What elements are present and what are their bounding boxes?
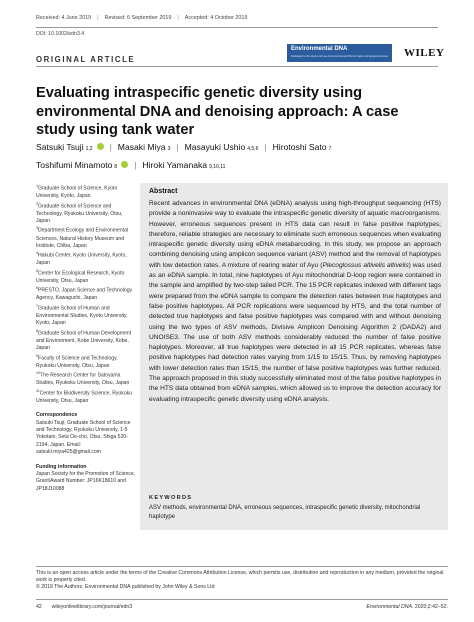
author[interactable]	[185, 139, 273, 157]
page-footer	[36, 599, 448, 610]
date-separator: |	[177, 15, 179, 21]
keywords-heading: KEYWORDS	[149, 495, 193, 501]
affiliation-marker: 3	[36, 226, 38, 231]
doi[interactable]: DOI: 10.1002/edn3.4	[36, 31, 85, 37]
article-title: Evaluating intraspecific genetic diversity using environmental DNA and denoising approach: A case study using tank water	[36, 85, 399, 138]
affiliations-column	[36, 183, 136, 493]
affiliation-marker: 7	[36, 303, 38, 308]
affiliation-marker: 2	[36, 201, 38, 206]
header-divider	[36, 27, 438, 28]
affiliation	[36, 388, 136, 406]
affiliation-marker: 4	[36, 251, 38, 256]
affiliation-marker: 10	[36, 371, 40, 376]
license-text: This is an open access article under the terms of the Creative Commons Attribution License, which permits use, distribution and reproduction in any medium, provided the original work is properly cited.	[36, 570, 444, 583]
affiliation-text: Center for Biodiversity Science, Ryukoku University, Otsu, Japan	[36, 390, 133, 404]
received-date: Received: 4 June 2019	[36, 15, 92, 21]
journal-logo-title: Environmental DNA	[291, 46, 348, 52]
affiliation-text: Graduate School of Human Development and Environment, Kobe University, Kobe, Japan	[36, 330, 132, 352]
correspondence-block	[36, 412, 136, 456]
affiliation-marker: 8	[36, 328, 38, 333]
author[interactable]	[36, 139, 118, 157]
author-name: Masaki Miya	[117, 142, 166, 152]
author-list	[36, 139, 456, 175]
footer-citation: 2020;2:42–52.	[414, 604, 448, 610]
journal-logo-subtitle: Dedicated to the study and use of environmental DNA for basic and applied sciences	[291, 55, 389, 58]
abstract-part-2: ) was used as an eDNA sample. In total, nine haplotypes of Ayu mitochondrial D-loop region were contained in the sample and amplified by two-step tailed PCR. The 15 PCR replicates indexed with different tags were prepared from the eDNA sample to compare the detection rates between true haplotypes and false positive haplotypes. All PCR replications were sequenced by HTS, and the total number of detected true haplotypes and false positive haplotypes was compared with and without denoising using the two types of ASV methods, Divisive Amplicon Denoising Algorithm 2 (DADA2) and UNOISE3. The use of both ASV methods considerably reduced the number of false positive haplotypes. Moreover, all true haplotypes were detected in all 15 PCR replicates, whereas false positive haplotypes had detection rates varying from 1/15 to 15/15. Thus, by removing haplotypes with lower detection rates than 15/15, the number of false positive haplotypes was further reduced. The approach proposed in this study successfully eliminated most of the false positive haplotypes in the HTS data obtained from eDNA samples, which allowed us to improve the detection accuracy for evaluating intraspecific genetic diversity using eDNA analysis.	[149, 261, 441, 403]
author[interactable]	[36, 157, 142, 175]
author-affiliation-marker: 4,5,6	[247, 146, 259, 152]
affiliation	[36, 250, 136, 268]
affiliation-text: Center for Ecological Research, Kyoto University, Otsu, Japan	[36, 270, 125, 284]
license-notice	[36, 566, 448, 591]
author-name: Hirotoshi Sato	[272, 142, 327, 152]
citation	[366, 604, 448, 610]
footer-journal-name: Environmental DNA.	[366, 604, 414, 610]
page-number: 42	[36, 604, 42, 610]
journal-url[interactable]: wileyonlinelibrary.com/journal/edn3	[51, 604, 133, 610]
author-separator: |	[109, 142, 112, 152]
author-name: Toshifumi Minamoto	[36, 160, 113, 170]
abstract-text	[149, 199, 441, 405]
keywords-text: ASV methods, environmental DNA, erroneous sequences, intraspecific genetic diversity, mitochondrial haplotype	[149, 505, 421, 520]
publication-dates	[36, 15, 247, 21]
affiliation	[36, 285, 136, 303]
journal-logo[interactable]	[287, 44, 392, 62]
affiliation-text: Graduate School of Science and Technology, Ryukoku University, Otsu, Japan	[36, 203, 123, 224]
author[interactable]	[273, 139, 332, 157]
article-type: ORIGINAL ARTICLE	[36, 55, 136, 64]
accepted-date: Accepted: 4 October 2019	[184, 15, 248, 21]
author-affiliation-marker: 1,2	[85, 146, 93, 152]
orcid-icon[interactable]	[97, 143, 104, 150]
affiliation-text: The Research Center for Satoyama Studies, Ryukoku University, Otsu, Japan	[36, 372, 130, 387]
correspondence-text: Satsuki Tsuji, Graduate School of Science and Technology, Ryukoku University, 1-5 Yokotani, Seta Oe-cho, Otsu, Shiga 520-2194, Japan. Email: satsuki.miya425@gmail.com	[36, 419, 131, 456]
article-type-divider	[36, 66, 438, 67]
affiliation-text: Graduate School of Science, Kyoto University, Kyoto, Japan	[36, 185, 118, 200]
funding-text: Japan Society for the Promotion of Science, Grant/Award Number: JP16K18610 and JP18J10088	[36, 470, 136, 492]
abstract-heading: Abstract	[149, 188, 178, 195]
affiliation	[36, 268, 136, 286]
author-affiliation-marker: 8	[114, 164, 118, 170]
affiliation	[36, 328, 136, 353]
affiliation	[36, 303, 136, 328]
affiliation-text: Hakubi Center, Kyoto University, Kyoto, Japan	[36, 253, 127, 267]
author-affiliation-marker: 7	[328, 146, 332, 152]
author[interactable]	[118, 139, 185, 157]
author-affiliation-marker: 9,10,11	[209, 164, 226, 170]
author-separator: |	[134, 160, 137, 170]
copyright-text: © 2019 The Authors. Environmental DNA published by John Wiley & Sons Ltd	[36, 584, 215, 590]
affiliation	[36, 225, 136, 250]
author-name: Hiroki Yamanaka	[142, 160, 208, 170]
affiliation	[36, 183, 136, 201]
affiliation-marker: 6	[36, 286, 38, 291]
author-affiliation-marker: 3	[167, 146, 171, 152]
funding-label: Funding information	[36, 463, 87, 470]
affiliation-marker: 1	[36, 184, 38, 188]
date-separator: |	[97, 15, 99, 21]
author-name: Masayuki Ushio	[184, 142, 246, 152]
affiliation	[36, 353, 136, 371]
affiliation-marker: 9	[36, 353, 38, 358]
species-name: Plecoglossus altivelis altivelis	[322, 261, 409, 269]
author-separator: |	[264, 142, 267, 152]
author-separator: |	[176, 142, 179, 152]
orcid-icon[interactable]	[121, 161, 128, 168]
affiliation-marker: 11	[36, 388, 40, 393]
affiliation-text: Graduate School of Human and Environmental Studies, Kyoto University, Kyoto, Japan	[36, 305, 128, 327]
affiliation-list	[36, 183, 136, 405]
affiliation-text: Department Ecology and Environmental Sciences, Natural History Museum and Institute, Chiba, Japan	[36, 228, 129, 249]
author-name: Satsuki Tsuji	[36, 142, 84, 152]
author[interactable]	[142, 157, 225, 175]
abstract-part-1: Recent advances in environmental DNA (eDNA) analysis using high-throughput sequencing (HTS) provide a noninvasive way to evaluate the intraspecific genetic diversity of aquatic macroorganisms. However, erroneous sequences present in HTS data can result in false positive haplotypes; therefore, reliable strategies are necessary to eliminate such erroneous sequences when evaluating intraspecific genetic diversity using eDNA metabarcoding. In this study, we propose an approach combining denoising using amplicon sequence variant (ASV) method and the removal of haplotypes with low detection rates. A mixture of rearing water of Ayu (	[149, 200, 441, 269]
affiliation	[36, 370, 136, 388]
affiliation-text: PRESTO, Japan Science and Technology Agency, Kawaguchi, Japan	[36, 288, 133, 302]
publisher-logo[interactable]: WILEY	[404, 47, 445, 59]
correspondence-label: Correspondence	[36, 412, 78, 419]
affiliation-marker: 5	[36, 268, 38, 273]
revised-date: Revised: 6 September 2019	[104, 15, 172, 21]
affiliation-text: Faculty of Science and Technology, Ryukoku University, Otsu, Japan	[36, 355, 118, 369]
funding-block	[36, 464, 136, 494]
affiliation	[36, 201, 136, 226]
